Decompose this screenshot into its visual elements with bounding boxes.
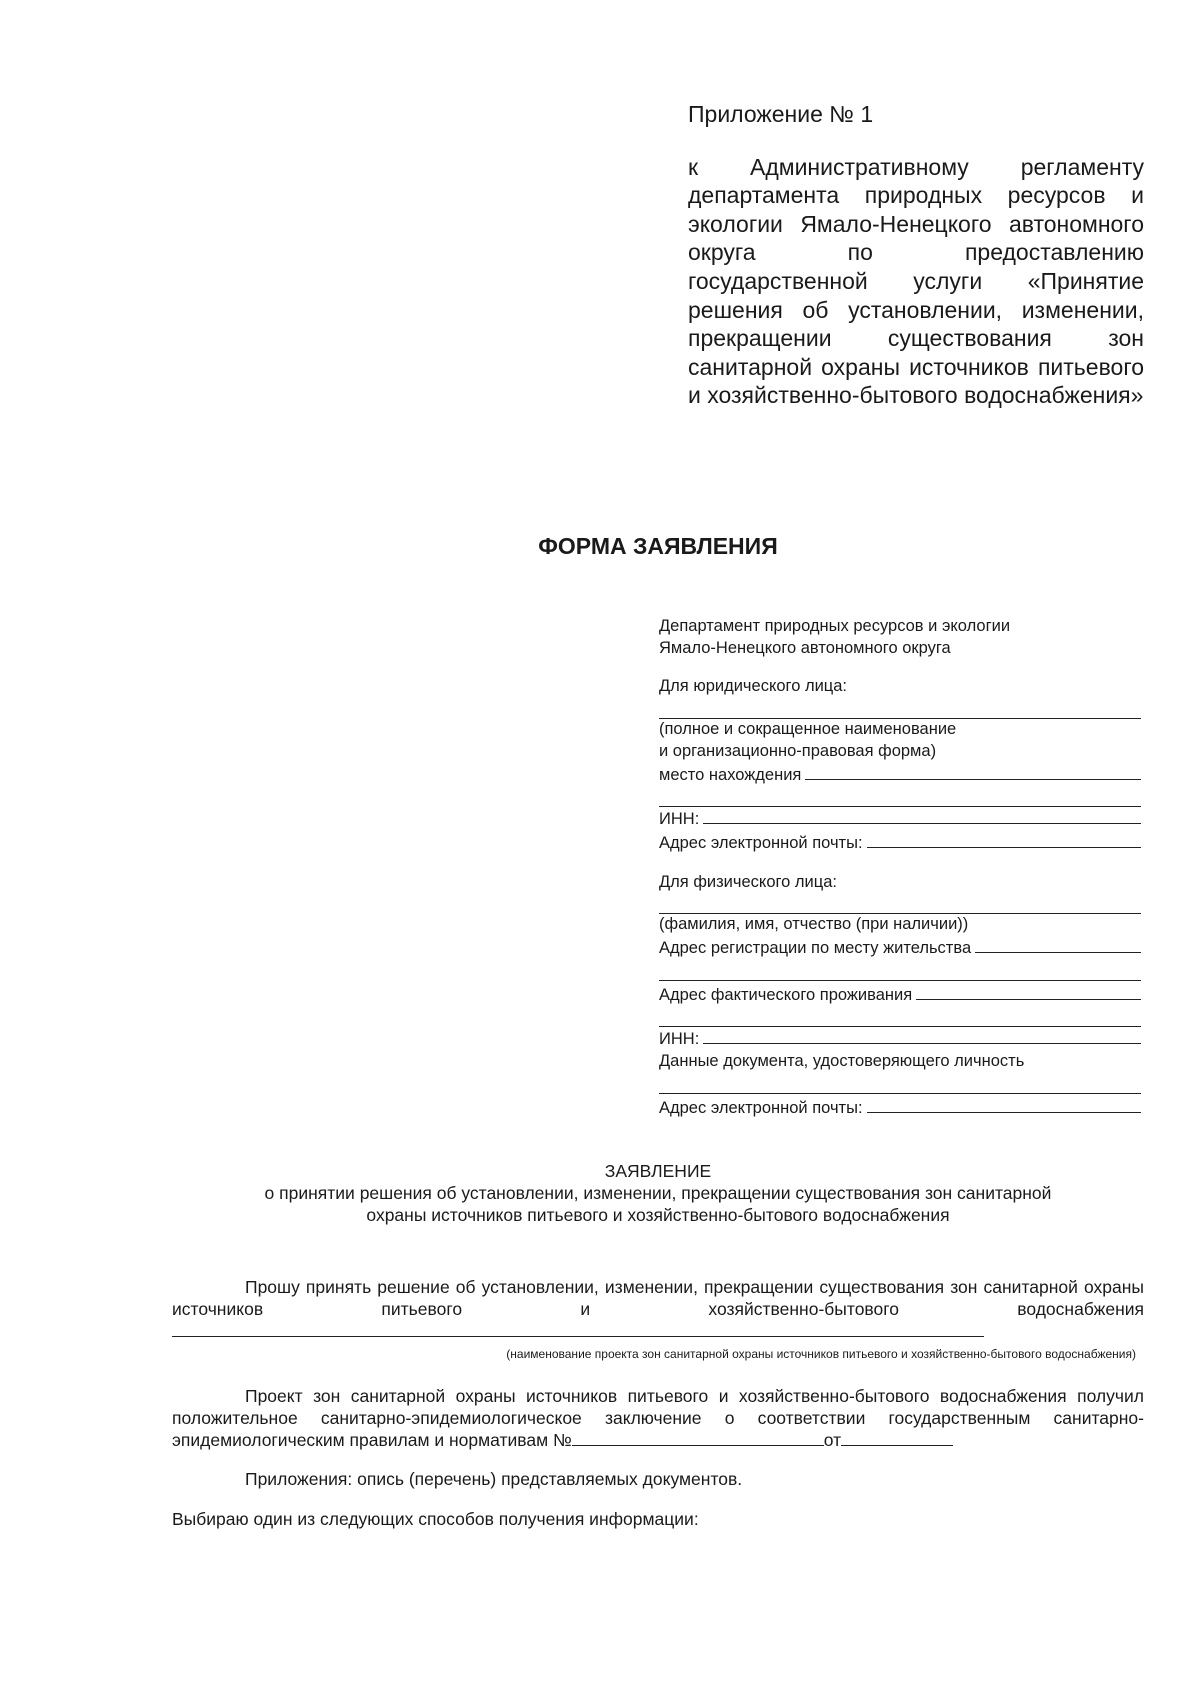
legal-email-row bbox=[659, 831, 1141, 855]
request-text: Прошу принять решение об установлении, изменении, прекращении существования зон санитарной охраны источников питьевого и хозяйственно-бытового водоснабжения bbox=[172, 1277, 1144, 1319]
legal-email-label: Адрес электронной почты: bbox=[659, 833, 863, 852]
project-name-field[interactable] bbox=[172, 1320, 984, 1337]
registration-row bbox=[659, 936, 1141, 960]
actual-address-label: Адрес фактического проживания bbox=[659, 985, 913, 1004]
appendix-number: Приложение № 1 bbox=[688, 101, 874, 127]
from-label: от bbox=[823, 1430, 842, 1450]
location-field-continued[interactable] bbox=[659, 786, 1141, 807]
location-label: место нахождения bbox=[659, 765, 802, 784]
conclusion-number-field[interactable] bbox=[572, 1429, 824, 1446]
legal-entity-name-hint-1: (полное и сокращенное наименование bbox=[659, 720, 957, 739]
legal-inn-row bbox=[659, 807, 1141, 831]
actual-address-row bbox=[659, 983, 1141, 1007]
legal-entity-name-hint-2: и организационно-правовая форма) bbox=[659, 741, 937, 760]
location-row bbox=[659, 763, 1141, 787]
legal-entity-heading: Для юридического лица: bbox=[659, 677, 848, 696]
individual-email-label: Адрес электронной почты: bbox=[659, 1098, 863, 1117]
request-section bbox=[172, 1277, 1144, 1365]
project-paragraph bbox=[172, 1386, 1144, 1452]
registration-label: Адрес регистрации по месту жительства bbox=[659, 939, 972, 958]
choice-text: Выбираю один из следующих способов получения информации: bbox=[172, 1509, 699, 1529]
project-section bbox=[172, 1386, 1144, 1452]
request-hint: (наименование проекта зон санитарной охраны источников питьевого и хозяйственно-бытового водоснабжения) bbox=[506, 1346, 1136, 1361]
choice-section bbox=[172, 1509, 1144, 1531]
statement-subtitle-1: о принятии решения об установлении, изменении, прекращении существования зон санитарной bbox=[264, 1183, 1052, 1203]
project-text: Проект зон санитарной охраны источников питьевого и хозяйственно-бытового водоснабжения получил положительное санитарно-эпидемиологическое заключение о соответствии государственным санитарно-эпидемиологическим правилам и нормативам № bbox=[172, 1386, 1144, 1450]
attachments-section bbox=[172, 1469, 1144, 1491]
id-document-label: Данные документа, удостоверяющего личность bbox=[659, 1052, 1025, 1071]
statement-subtitle-2: охраны источников питьевого и хозяйственно-бытового водоснабжения bbox=[366, 1205, 950, 1225]
addressee-line-2: Ямало-Ненецкого автономного округа bbox=[659, 638, 951, 657]
attachments-text: Приложения: опись (перечень) представляемых документов. bbox=[245, 1469, 743, 1489]
individual-email-row bbox=[659, 1096, 1141, 1120]
legal-email-field[interactable] bbox=[867, 831, 1141, 848]
actual-address-field-continued[interactable] bbox=[659, 1006, 1141, 1027]
legal-inn-field[interactable] bbox=[703, 807, 1141, 824]
legal-entity-name-field[interactable] bbox=[659, 698, 1141, 719]
individual-inn-row bbox=[659, 1027, 1141, 1051]
id-document-field[interactable] bbox=[659, 1073, 1141, 1094]
individual-name-field[interactable] bbox=[659, 893, 1141, 914]
form-title: ФОРМА ЗАЯВЛЕНИЯ bbox=[538, 533, 778, 559]
actual-address-field[interactable] bbox=[916, 983, 1141, 1000]
request-paragraph bbox=[172, 1277, 1144, 1343]
appendix-reference: к Административному регламенту департамента природных ресурсов и экологии Ямало-Ненецкого автономного округа по предоставлению государственной услуги «Принятие решения об установлении, изменении, прекращении существования зон санитарной охраны источников питьевого и хозяйственно-бытового водоснабжения» bbox=[688, 153, 1144, 409]
individual-inn-field[interactable] bbox=[703, 1027, 1141, 1044]
location-field[interactable] bbox=[805, 763, 1141, 780]
legal-inn-label: ИНН: bbox=[659, 810, 700, 829]
registration-field-continued[interactable] bbox=[659, 960, 1141, 981]
statement-heading bbox=[150, 1160, 1166, 1226]
individual-inn-label: ИНН: bbox=[659, 1030, 700, 1049]
registration-field[interactable] bbox=[975, 936, 1141, 953]
statement-title: ЗАЯВЛЕНИЕ bbox=[604, 1161, 712, 1181]
conclusion-date-field[interactable] bbox=[841, 1429, 953, 1446]
individual-name-hint: (фамилия, имя, отчество (при наличии)) bbox=[659, 915, 969, 934]
appendix-block bbox=[688, 100, 1144, 410]
applicant-block bbox=[659, 616, 1141, 1120]
individual-email-field[interactable] bbox=[867, 1096, 1141, 1113]
individual-heading: Для физического лица: bbox=[659, 872, 837, 891]
addressee-line-1: Департамент природных ресурсов и экологии bbox=[659, 617, 1011, 635]
